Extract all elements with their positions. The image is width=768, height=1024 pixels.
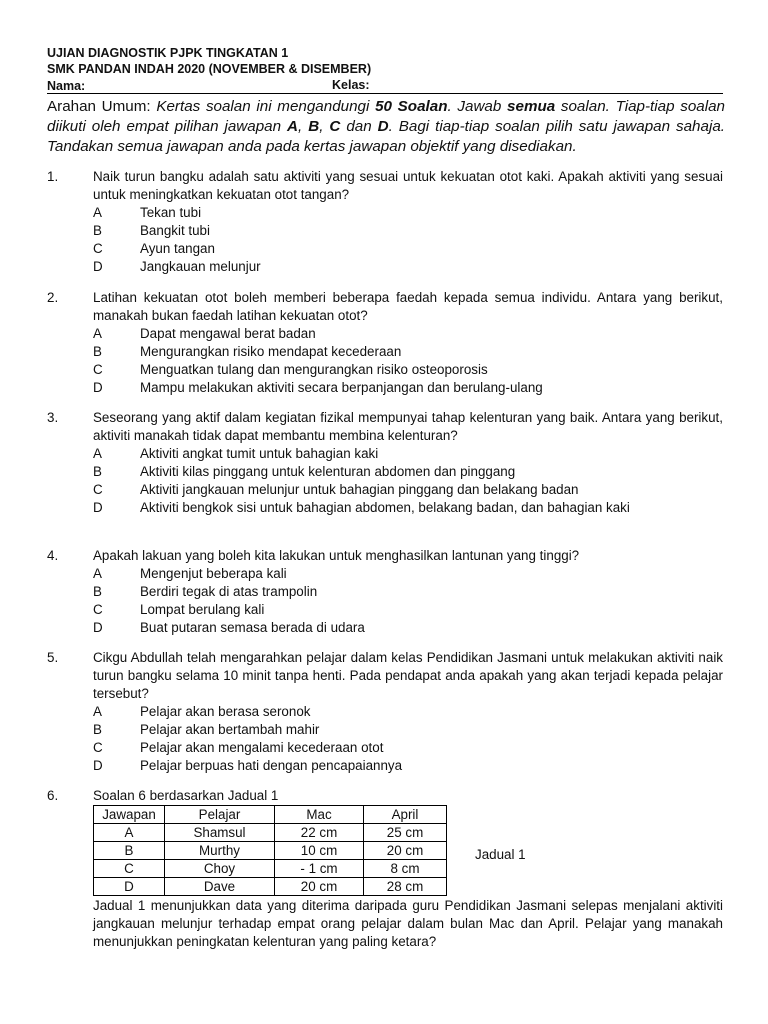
option-letter: D <box>93 620 103 635</box>
arahan-option-a: A <box>287 118 299 135</box>
nama-label: Nama: <box>47 79 86 93</box>
option-b <box>93 343 723 361</box>
table-cell: Murthy <box>165 842 275 860</box>
option-letter: C <box>93 482 103 497</box>
question-5 <box>47 649 723 775</box>
option-text: Menguatkan tulang dan mengurangkan risiko osteoporosis <box>140 362 488 377</box>
school-line: SMK PANDAN INDAH 2020 (NOVEMBER & DISEMBER) <box>47 62 372 76</box>
table-cell: 20 cm <box>364 842 447 860</box>
question-number: 4. <box>47 548 59 563</box>
question-6-body <box>47 897 723 951</box>
option-letter: B <box>93 722 102 737</box>
option-c <box>93 240 723 258</box>
option-d <box>93 619 723 637</box>
option-letter: C <box>93 362 103 377</box>
table-cell: Choy <box>165 860 275 878</box>
table-cell: 25 cm <box>364 824 447 842</box>
arahan-dan: dan <box>346 118 372 135</box>
table-row <box>94 842 447 860</box>
option-text: Jangkauan melunjur <box>140 259 261 274</box>
option-c <box>93 739 723 757</box>
table-header: April <box>364 806 447 824</box>
option-a <box>93 703 723 721</box>
option-a <box>93 325 723 343</box>
table-cell: C <box>94 860 165 878</box>
option-text: Dapat mengawal berat badan <box>140 326 316 341</box>
option-letter: C <box>93 740 103 755</box>
option-letter: C <box>93 602 103 617</box>
arahan-text-1: Kertas soalan ini mengandungi <box>156 98 370 115</box>
option-a <box>93 565 723 583</box>
option-letter: A <box>93 205 102 220</box>
table-cell: 8 cm <box>364 860 447 878</box>
table-cell: D <box>94 878 165 896</box>
question-4 <box>47 547 723 637</box>
question-stem: Cikgu Abdullah telah mengarahkan pelajar dalam kelas Pendidikan Jasmani untuk melakukan aktiviti naik turun bangku selama 10 minit tanpa henti. Pada pendapat anda apakah yang akan terjadi kepada pelajar tersebut? <box>93 650 723 701</box>
table-row <box>94 824 447 842</box>
option-letter: D <box>93 500 103 515</box>
question-number: 2. <box>47 290 59 305</box>
option-letter: A <box>93 446 102 461</box>
arahan-text-2: . Jawab <box>447 98 502 115</box>
question-stem: Seseorang yang aktif dalam kegiatan fizikal mempunyai tahap kelenturan yang baik. Antara yang berikut, aktiviti manakah tidak dapat membantu membina kelenturan? <box>93 410 723 443</box>
option-letter: B <box>93 223 102 238</box>
option-d <box>93 499 723 517</box>
arahan-label: Arahan Umum: <box>47 98 151 115</box>
question-number: 5. <box>47 650 59 665</box>
option-letter: D <box>93 758 103 773</box>
arahan-text-3: soalan. Tiap-tiap soalan diikuti oleh empat pilihan jawapan <box>47 98 725 135</box>
question-number: 6. <box>47 788 59 803</box>
option-letter: A <box>93 326 102 341</box>
option-text: Lompat berulang kali <box>140 602 265 617</box>
question-3 <box>47 409 723 517</box>
option-text: Pelajar akan bertambah mahir <box>140 722 320 737</box>
question-stem: Apakah lakuan yang boleh kita lakukan untuk menghasilkan lantunan yang tinggi? <box>93 548 580 563</box>
table-cell: 28 cm <box>364 878 447 896</box>
option-a <box>93 445 723 463</box>
table-cell: 20 cm <box>275 878 364 896</box>
option-b <box>93 583 723 601</box>
arahan-bold-semua: semua <box>507 98 556 115</box>
table-header: Pelajar <box>165 806 275 824</box>
option-a <box>93 204 723 222</box>
jadual-1-table <box>93 805 447 896</box>
option-b <box>93 222 723 240</box>
option-text: Aktiviti bengkok sisi untuk bahagian abdomen, belakang badan, dan bahagian kaki <box>140 500 630 515</box>
table-cell: - 1 cm <box>275 860 364 878</box>
exam-title: UJIAN DIAGNOSTIK PJPK TINGKATAN 1 <box>47 46 289 60</box>
option-text: Mampu melakukan aktiviti secara berpanjangan dan berulang-ulang <box>140 380 543 395</box>
option-text: Buat putaran semasa berada di udara <box>140 620 365 635</box>
option-letter: C <box>93 241 103 256</box>
question-number: 1. <box>47 169 59 184</box>
table-row <box>94 878 447 896</box>
arahan-sep: , <box>298 118 303 135</box>
option-letter: A <box>93 704 102 719</box>
option-text: Aktiviti kilas pinggang untuk kelenturan abdomen dan pinggang <box>140 464 516 479</box>
option-letter: D <box>93 380 103 395</box>
option-c <box>93 361 723 379</box>
option-letter: B <box>93 584 102 599</box>
question-2 <box>47 289 723 397</box>
arahan-sep: , <box>319 118 324 135</box>
table-cell: 10 cm <box>275 842 364 860</box>
arahan-bold-count: 50 Soalan <box>375 98 448 115</box>
arahan-option-d: D <box>377 118 389 135</box>
option-letter: B <box>93 464 102 479</box>
arahan-text-4: . Bagi tiap-tiap soalan pilih satu jawapan sahaja. Tandakan semua jawapan anda pada kertas jawapan objektif yang disediakan. <box>47 118 725 155</box>
option-b <box>93 463 723 481</box>
general-instructions <box>47 97 725 157</box>
option-d <box>93 757 723 775</box>
option-letter: D <box>93 259 103 274</box>
option-letter: A <box>93 566 102 581</box>
arahan-option-b: B <box>308 118 320 135</box>
option-c <box>93 601 723 619</box>
option-text: Mengurangkan risiko mendapat kecederaan <box>140 344 402 359</box>
option-text: Mengenjut beberapa kali <box>140 566 287 581</box>
question-stem: Soalan 6 berdasarkan Jadual 1 <box>93 788 279 803</box>
header-divider <box>47 93 723 94</box>
question-6 <box>47 787 723 805</box>
question-stem: Naik turun bangku adalah satu aktiviti yang sesuai untuk kekuatan otot kaki. Apakah aktiviti yang sesuai untuk meningkatkan kekuatan otot tangan? <box>93 169 723 202</box>
table-header-row <box>94 806 447 824</box>
option-text: Tekan tubi <box>140 205 202 220</box>
table-cell: Shamsul <box>165 824 275 842</box>
table-cell: 22 cm <box>275 824 364 842</box>
option-d <box>93 258 723 276</box>
table-header: Mac <box>275 806 364 824</box>
option-text: Ayun tangan <box>140 241 215 256</box>
table-cell: A <box>94 824 165 842</box>
option-text: Berdiri tegak di atas trampolin <box>140 584 318 599</box>
option-text: Aktiviti angkat tumit untuk bahagian kaki <box>140 446 379 461</box>
table-row <box>94 860 447 878</box>
question-stem: Latihan kekuatan otot boleh memberi beberapa faedah kepada semua individu. Antara yang berikut, manakah bukan faedah latihan kekuatan otot? <box>93 290 723 323</box>
option-text: Pelajar berpuas hati dengan pencapaiannya <box>140 758 403 773</box>
table-cell: Dave <box>165 878 275 896</box>
question-stem-continued: Jadual 1 menunjukkan data yang diterima daripada guru Pendidikan Jasmani selepas menjalani aktiviti jangkauan melunjur terhadap empat orang pelajar dalam bulan Mac dan April. Pelajar yang manakah menunjukkan peningkatan kelenturan yang paling ketara? <box>93 898 723 949</box>
option-text: Pelajar akan mengalami kecederaan otot <box>140 740 384 755</box>
arahan-option-c: C <box>329 118 341 135</box>
option-text: Bangkit tubi <box>140 223 210 238</box>
option-b <box>93 721 723 739</box>
table-header: Jawapan <box>94 806 165 824</box>
option-text: Pelajar akan berasa seronok <box>140 704 311 719</box>
table-caption: Jadual 1 <box>475 847 526 862</box>
table-cell: B <box>94 842 165 860</box>
option-text: Aktiviti jangkauan melunjur untuk bahagian pinggang dan belakang badan <box>140 482 579 497</box>
option-d <box>93 379 723 397</box>
option-c <box>93 481 723 499</box>
kelas-label: Kelas: <box>332 78 370 92</box>
question-number: 3. <box>47 410 59 425</box>
option-letter: B <box>93 344 102 359</box>
question-1 <box>47 168 723 276</box>
